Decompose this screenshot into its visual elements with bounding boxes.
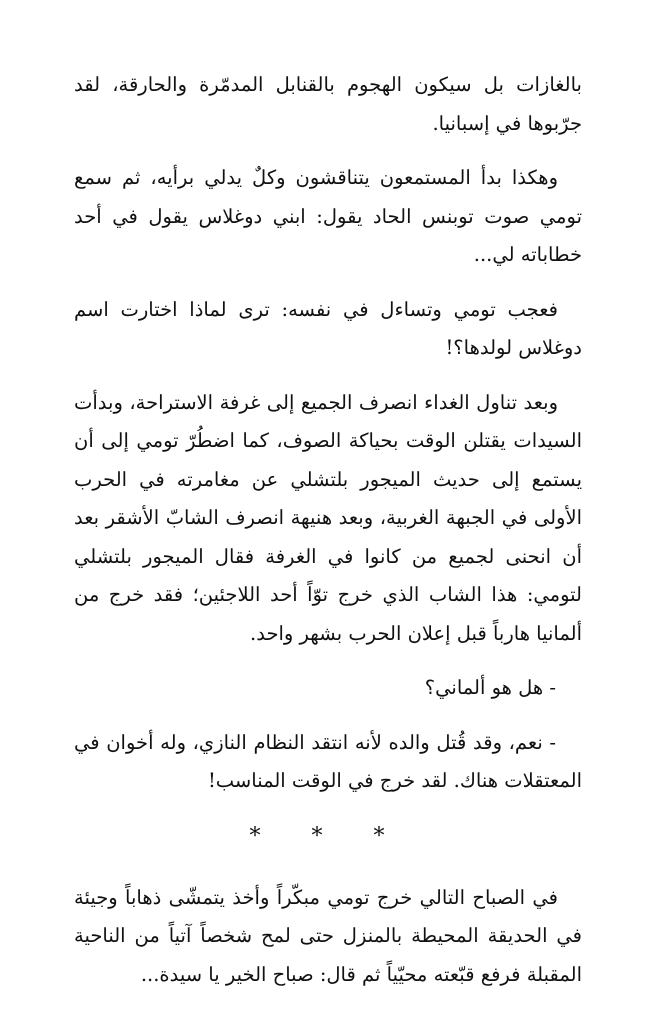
paragraph-continuation: بالغازات بل سيكون الهجوم بالقنابل المدمّرة والحارقة، لقد جرّبوها في إسبانيا.: [74, 73, 582, 135]
dialog-line-question: - هل هو ألماني؟: [424, 676, 556, 699]
paragraph-tommy-wonders: فعجب تومي وتساءل في نفسه: ترى لماذا اختارت اسم دوغلاس لولدها؟!: [74, 297, 582, 359]
paragraph-after-lunch: وبعد تناول الغداء انصرف الجميع إلى غرفة الاستراحة، وبدأت السيدات يقتلن الوقت بحياكة الصوف، كما اضطُرّ تومي إلى أن يستمع إلى حديث الميجور بلتشلي عن مغامرته في الحرب الأولى في الجبهة الغربية، وبعد هنيهة انصرف الشابّ الأشقر بعد أن انحنى لجميع من كانوا في الغرفة فقال الميجور بلتشلي لتومي: هذا الشاب الذي خرج توّاً أحد اللاجئين؛ فقد خرج من ألمانيا هارباً قبل إعلان الحرب بشهر واحد.: [74, 390, 582, 645]
dialog-line-answer: - نعم، وقد قُتل والده لأنه انتقد النظام النازي، وله أخوان في المعتقلات هناك. لقد خرج في الوقت المناسب!: [74, 730, 582, 792]
section-separator: * * *: [249, 823, 407, 849]
paragraph-listeners-discussion: وهكذا بدأ المستمعون يتناقشون وكلٌ يدلي برأيه، ثم سمع تومي صوت توبنس الحاد يقول: ابني دوغلاس يقول في أحد خطاباته لي...: [74, 166, 582, 266]
book-page: [74, 66, 582, 1010]
paragraph-next-morning: في الصباح التالي خرج تومي مبكّراً وأخذ يتمشّى ذهاباً وجيئة في الحديقة المحيطة بالمنزل حتى لمح شخصاً آتياً من الناحية المقبلة فرفع قبّعته محيّياً ثم قال: صباح الخير يا سيدة...: [74, 885, 582, 986]
